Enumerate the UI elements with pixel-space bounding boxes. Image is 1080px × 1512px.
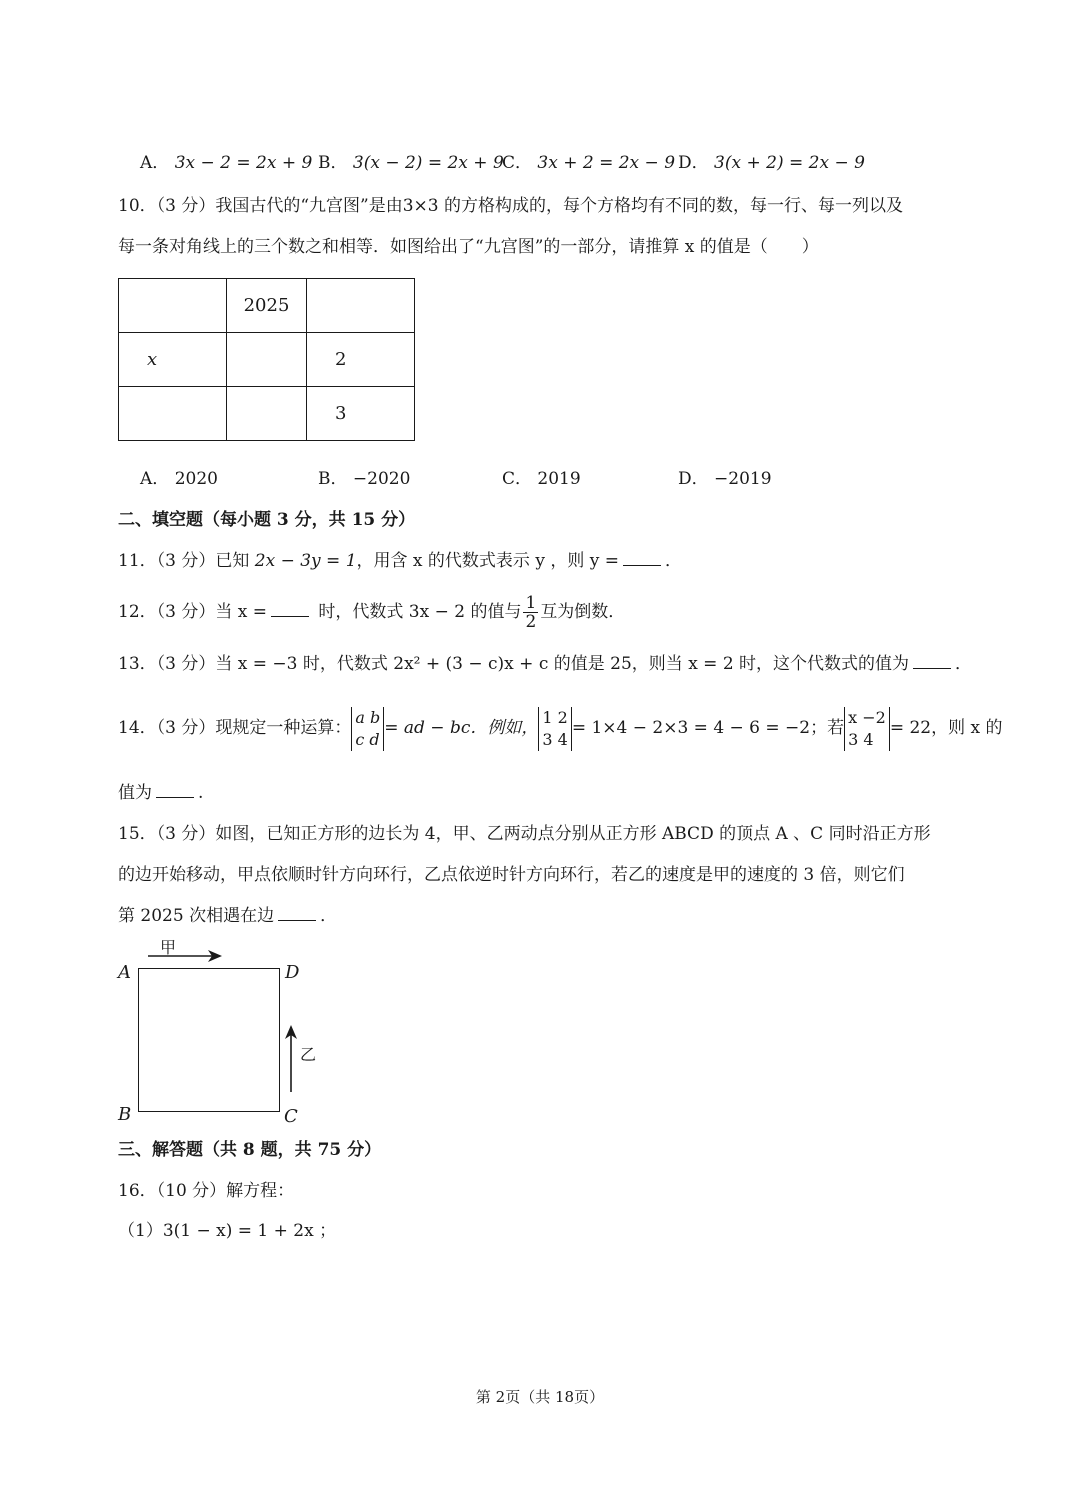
q15-stem-line1: 15．（3 分）如图，已知正方形的边长为 4，甲、乙两动点分别从正方形 ABCD 的顶点 A 、C 同时沿正方形 bbox=[118, 824, 931, 844]
option-value: −2020 bbox=[352, 469, 411, 489]
arrow-up-icon bbox=[283, 1024, 299, 1094]
q13 bbox=[118, 652, 972, 676]
q12-mid: 时，代数式 3x − 2 的值与 bbox=[313, 602, 522, 622]
q14-pre: 14．（3 分）现规定一种运算： bbox=[118, 718, 352, 738]
det-top-row: 1 2 bbox=[542, 707, 568, 727]
q10-option-b bbox=[318, 467, 410, 491]
q14-line1 bbox=[118, 704, 1003, 752]
determinant-definition bbox=[351, 707, 384, 751]
option-expr: 3x + 2 = 2x − 9 bbox=[537, 153, 676, 173]
grid-cell bbox=[119, 279, 227, 333]
answer-blank bbox=[271, 602, 309, 617]
option-letter: C． bbox=[502, 153, 533, 173]
q11 bbox=[118, 549, 682, 573]
option-letter: B． bbox=[318, 153, 348, 173]
grid-cell: 2025 bbox=[227, 279, 307, 333]
q10-option-d bbox=[678, 467, 772, 491]
vertex-label-c: C bbox=[284, 1106, 298, 1127]
q12 bbox=[118, 594, 625, 631]
grid-cell bbox=[227, 333, 307, 387]
q11-post: ． bbox=[664, 551, 682, 571]
determinant-example bbox=[538, 707, 571, 751]
q10-stem-line1: 10．（3 分）我国古代的“九宫图”是由3×3 的方格构成的，每个方格均有不同的数，每一行、每一列以及 bbox=[118, 196, 904, 216]
q14-line2-text: 值为 bbox=[118, 783, 152, 803]
page-footer: 第 2页（共 18页） bbox=[475, 1388, 605, 1406]
q10-stem-line2: 每一条对角线上的三个数之和相等．如图给出了“九宫图”的一部分，请推算 x 的值是（ ） bbox=[118, 237, 819, 257]
q15-stem-line3 bbox=[118, 904, 337, 928]
grid-cell bbox=[119, 387, 227, 441]
q14-line2 bbox=[118, 781, 203, 805]
q11-eq: 2x − 3y = 1 bbox=[254, 551, 357, 571]
answer-blank bbox=[278, 906, 316, 921]
q14-definition-rhs: = ad − bc．例如， bbox=[384, 718, 539, 738]
period: . bbox=[198, 783, 204, 803]
option-expr: 3(x − 2) = 2x + 9 bbox=[352, 153, 504, 173]
q9-option-d bbox=[678, 151, 865, 175]
grid-cell bbox=[227, 387, 307, 441]
grid-cell: x bbox=[119, 333, 227, 387]
grid-row bbox=[119, 279, 415, 333]
answer-blank bbox=[913, 654, 951, 669]
option-expr: 3(x + 2) = 2x − 9 bbox=[714, 153, 865, 173]
option-value: 2020 bbox=[174, 469, 218, 489]
option-letter: A． bbox=[140, 153, 170, 173]
q15-line3-text: 第 2025 次相遇在边 bbox=[118, 906, 275, 926]
q10-option-c bbox=[502, 467, 581, 491]
det-bottom-row: 3 4 bbox=[848, 729, 874, 749]
q15-stem-line2: 的边开始移动，甲点依顺时针方向环行，乙点依逆时针方向环行，若乙的速度是甲的速度的 3 倍，则它们 bbox=[118, 865, 905, 885]
option-letter: C． bbox=[502, 469, 533, 489]
det-bottom-row: c d bbox=[355, 729, 380, 749]
vertex-label-d: D bbox=[285, 962, 300, 983]
option-letter: A． bbox=[140, 469, 170, 489]
option-value: −2019 bbox=[714, 469, 772, 489]
square-abcd bbox=[138, 968, 280, 1112]
q11-pre: 11．（3 分）已知 bbox=[118, 551, 255, 571]
option-letter: B． bbox=[318, 469, 348, 489]
q14-example-rhs: = 1×4 − 2×3 = 4 − 6 = −2；若 bbox=[571, 718, 845, 738]
q12-pre: 12．（3 分）当 x = bbox=[118, 602, 267, 622]
section-3-title: 三、解答题（共 8 题，共 75 分） bbox=[118, 1140, 382, 1160]
det-bottom-row: 3 4 bbox=[542, 729, 568, 749]
q9-option-c bbox=[502, 151, 675, 175]
q10-option-a bbox=[140, 467, 218, 491]
section-2-title: 二、填空题（每小题 3 分，共 15 分） bbox=[118, 510, 416, 530]
answer-blank bbox=[623, 551, 661, 566]
det-top-row: x −2 bbox=[848, 707, 886, 727]
q9-option-b bbox=[318, 151, 504, 175]
vertex-label-a: A bbox=[118, 962, 131, 983]
grid-cell bbox=[307, 279, 415, 333]
fraction-numerator: 1 bbox=[525, 593, 537, 613]
vertex-label-b: B bbox=[118, 1104, 132, 1125]
q13-pre: 13．（3 分）当 x = −3 时，代数式 2x² + (3 − c)x + c 的值是 25，则当 x = 2 时，这个代数式的值为 bbox=[118, 654, 910, 674]
q9-option-a bbox=[140, 151, 312, 175]
option-expr: 3x − 2 = 2x + 9 bbox=[174, 153, 313, 173]
q14-question-rhs: = 22，则 x 的 bbox=[889, 718, 1003, 738]
q12-post: 互为倒数． bbox=[540, 602, 626, 622]
period: ． bbox=[320, 906, 338, 926]
grid-cell: 2 bbox=[307, 333, 415, 387]
point-label-jia: 甲 bbox=[160, 938, 177, 957]
det-top-row: a b bbox=[355, 707, 381, 727]
option-letter: D． bbox=[678, 469, 709, 489]
fraction-one-half bbox=[523, 594, 538, 631]
grid-row bbox=[119, 387, 415, 441]
magic-square-grid bbox=[118, 278, 415, 441]
q16-part1: （1）3(1 − x) = 1 + 2x ； bbox=[118, 1221, 337, 1241]
fraction-denominator: 2 bbox=[525, 612, 537, 632]
point-label-yi: 乙 bbox=[300, 1045, 317, 1064]
option-value: 2019 bbox=[537, 469, 581, 489]
option-letter: D． bbox=[678, 153, 709, 173]
arrow-right-icon bbox=[148, 948, 224, 964]
answer-blank bbox=[156, 783, 194, 798]
grid-row bbox=[119, 333, 415, 387]
q13-post: ． bbox=[955, 654, 973, 674]
q16-stem: 16．（10 分）解方程： bbox=[118, 1181, 295, 1201]
determinant-question bbox=[844, 707, 890, 751]
q11-mid: ，用含 x 的代数式表示 y ，则 y = bbox=[356, 551, 619, 571]
grid-cell: 3 bbox=[307, 387, 415, 441]
